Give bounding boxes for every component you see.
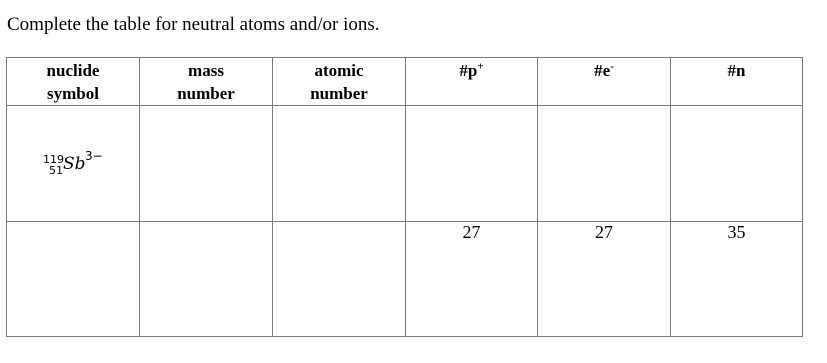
header-protons <box>406 58 538 106</box>
nuclide-table <box>6 57 803 337</box>
header-atomic-line2: number <box>310 84 368 103</box>
cell-mass-number[interactable] <box>140 222 273 337</box>
header-electrons <box>538 58 671 106</box>
nuclide-mass-number: 119 <box>43 153 64 166</box>
header-electrons-base: #e <box>594 61 611 80</box>
cell-mass-number[interactable] <box>140 106 273 222</box>
cell-atomic-number[interactable] <box>273 106 406 222</box>
header-atomic-number <box>273 58 406 106</box>
table-row <box>7 222 803 337</box>
header-neutrons-label: #n <box>727 61 746 80</box>
header-nuclide-line2: symbol <box>47 84 99 103</box>
cell-protons[interactable] <box>406 106 538 222</box>
header-nuclide-symbol <box>7 58 140 106</box>
header-electrons-sup: - <box>610 60 614 73</box>
nuclide-charge: 3− <box>85 149 103 163</box>
header-nuclide-line1: nuclide <box>46 61 100 80</box>
cell-atomic-number[interactable] <box>273 222 406 337</box>
cell-nuclide-symbol[interactable] <box>7 222 140 337</box>
header-atomic-line1: atomic <box>314 61 364 80</box>
cell-electrons[interactable]: 27 <box>538 222 671 337</box>
header-mass-line1: mass <box>188 61 224 80</box>
header-mass-number <box>140 58 273 106</box>
cell-neutrons[interactable]: 35 <box>671 222 803 337</box>
instruction-text: Complete the table for neutral atoms and/or ions. <box>7 14 380 35</box>
header-protons-base: #p <box>459 61 478 80</box>
table-header-row <box>7 58 803 106</box>
cell-neutrons[interactable] <box>671 106 803 222</box>
nuclide-atomic-number: 51 <box>49 164 63 177</box>
header-neutrons <box>671 58 803 106</box>
header-mass-line2: number <box>177 84 235 103</box>
cell-nuclide-symbol[interactable] <box>7 106 140 222</box>
table-row <box>7 106 803 222</box>
header-protons-sup: + <box>477 60 484 73</box>
cell-electrons[interactable] <box>538 106 671 222</box>
cell-protons[interactable]: 27 <box>406 222 538 337</box>
nuclide-element-symbol: Sb <box>63 154 86 174</box>
nuclide-notation <box>7 106 139 221</box>
